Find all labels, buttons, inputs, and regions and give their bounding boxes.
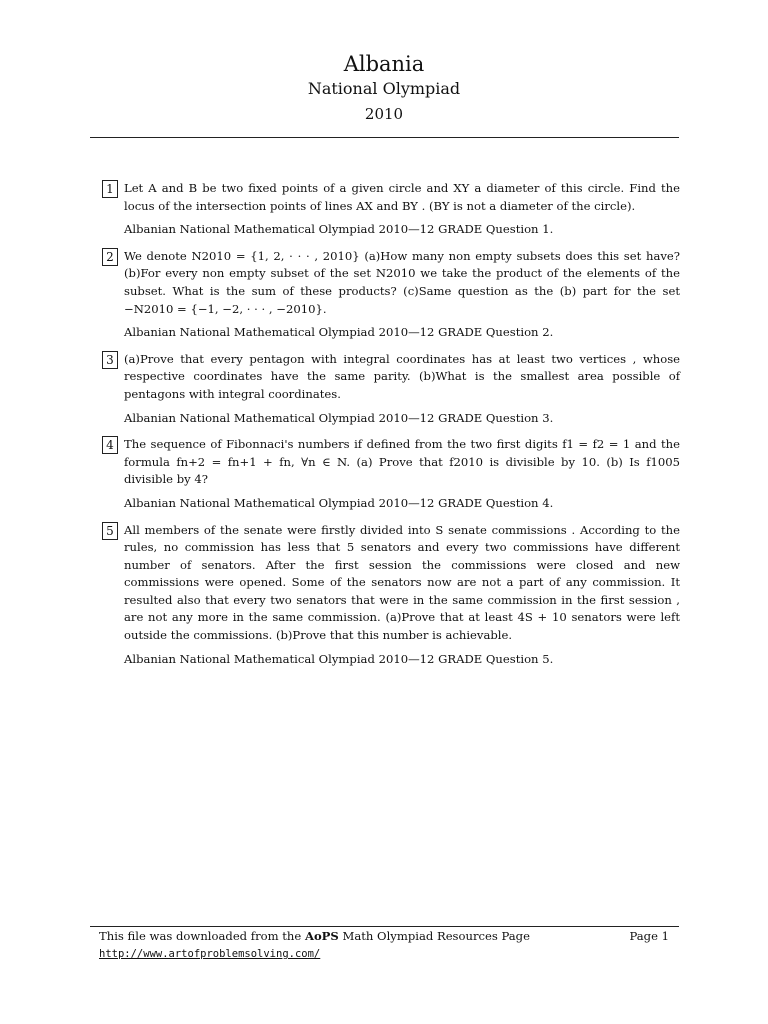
footer-prefix: This file was downloaded from the bbox=[99, 929, 305, 943]
problem-source: Albanian National Mathematical Olympiad 2010—12 GRADE Question 5. bbox=[124, 651, 554, 666]
problem-number: 3 bbox=[102, 351, 118, 369]
problem-item bbox=[102, 522, 680, 669]
page-number: Page 1 bbox=[629, 929, 669, 943]
header-divider bbox=[90, 137, 679, 138]
problem-text: (a)Prove that every pentagon with integral coordinates has at least two vertices , whose respective coordinates have the same parity. (b)What is the smallest area possible of pentagons with integral coordinates. bbox=[124, 351, 680, 401]
document-subtitle: National Olympiad bbox=[307, 79, 461, 98]
document-title: Albania bbox=[343, 52, 425, 76]
page-header bbox=[0, 52, 768, 124]
problem-source: Albanian National Mathematical Olympiad 2010—12 GRADE Question 2. bbox=[124, 325, 554, 340]
problem-text: The sequence of Fibonnaci's numbers if defined from the two first digits f1 = f2 = 1 and the formula fn+2 = fn+1 + fn, ∀n ∈ N. (a) Prove that f2010 is divisible by 10. (b) Is f1005 divisible by 4? bbox=[124, 437, 680, 487]
problem-source: Albanian National Mathematical Olympiad 2010—12 GRADE Question 1. bbox=[124, 222, 554, 237]
footer-url-link[interactable]: http://www.artofproblemsolving.com/ bbox=[99, 948, 321, 960]
problem-item bbox=[102, 248, 680, 342]
page-footer bbox=[99, 928, 669, 963]
footer-divider bbox=[90, 926, 679, 927]
problem-number: 5 bbox=[102, 522, 118, 540]
problem-text: All members of the senate were firstly divided into S senate commissions . According to the rules, no commission has less that 5 senators and every two commissions have different number of senators. After the first session the commissions were closed and new commissions were opened. Some of the senators now are not a part of any commission. It resulted also that every two senators that were in the same commission in the first session , are not any more in the same commission. (a)Prove that at least 4S + 10 senators were left outside the commissions. (b)Prove that this number is achievable. bbox=[124, 522, 680, 643]
problem-item bbox=[102, 351, 680, 427]
footer-credit bbox=[99, 928, 530, 945]
problem-text: Let A and B be two fixed points of a given circle and XY a diameter of this circle. Find the locus of the intersection points of lines AX and BY . (BY is not a diameter of the circle). bbox=[124, 181, 680, 213]
problem-number: 4 bbox=[102, 436, 118, 454]
problem-text: We denote N2010 = {1, 2, · · · , 2010} (a)How many non empty subsets does this set have? (b)For every non empty subset of the set N2010 we take the product of the elements of the subset. What is the sum of these products? (c)Same question as the (b) part for the set −N2010 = {−1, −2, · · · , −2010}. bbox=[124, 248, 680, 316]
problem-item bbox=[102, 436, 680, 512]
footer-brand: AoPS bbox=[304, 929, 339, 943]
problem-source: Albanian National Mathematical Olympiad 2010—12 GRADE Question 3. bbox=[124, 410, 554, 425]
problem-number: 1 bbox=[102, 180, 118, 198]
footer-suffix: Math Olympiad Resources Page bbox=[338, 929, 530, 943]
problem-list bbox=[102, 180, 680, 677]
problem-source: Albanian National Mathematical Olympiad 2010—12 GRADE Question 4. bbox=[124, 495, 554, 510]
problem-item bbox=[102, 180, 680, 239]
document-year: 2010 bbox=[364, 105, 404, 123]
problem-number: 2 bbox=[102, 248, 118, 266]
